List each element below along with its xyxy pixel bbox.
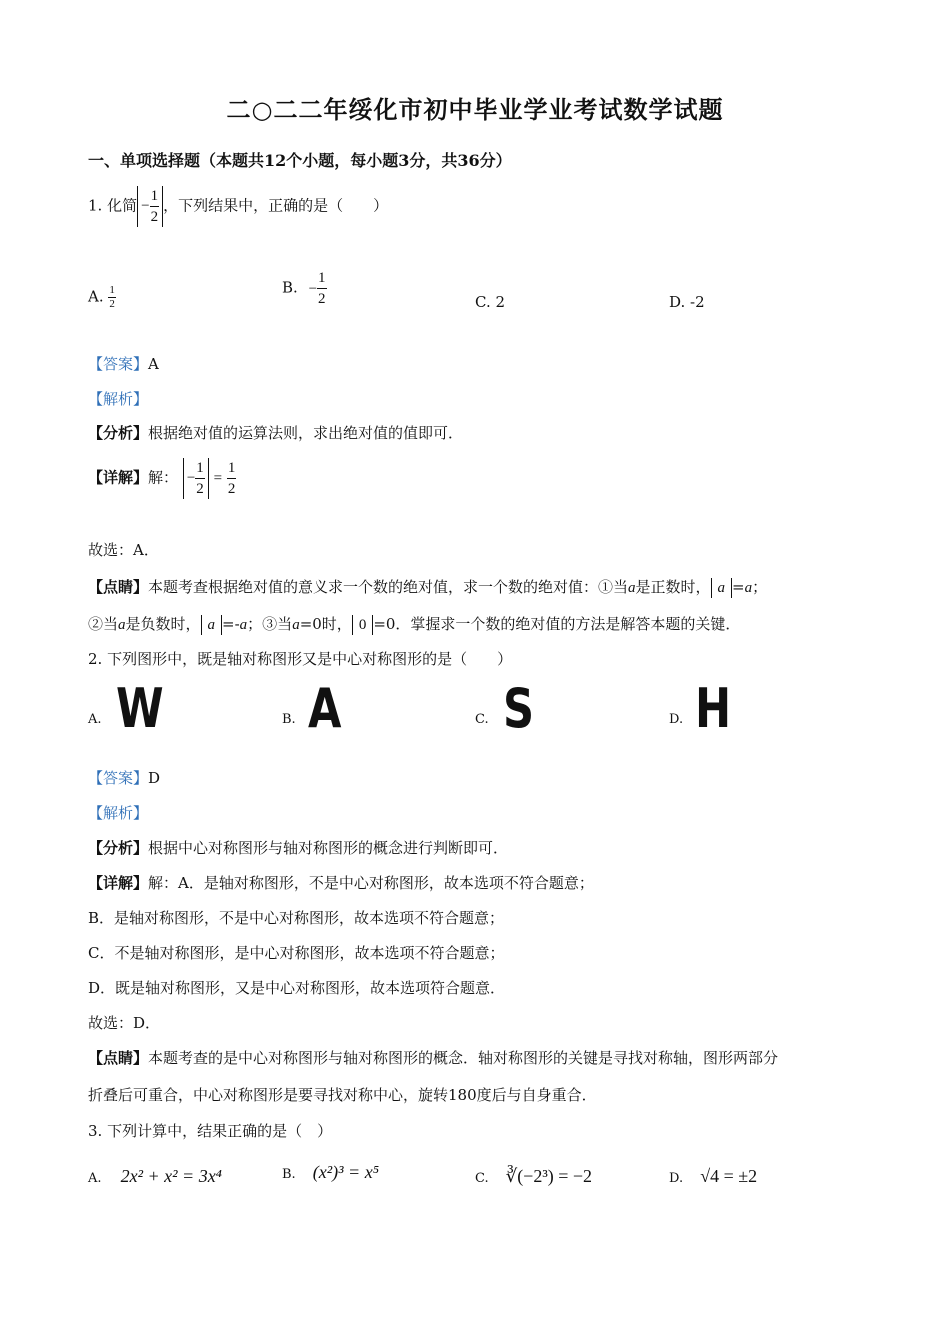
q3-option-d: D. √4 = ±2 xyxy=(669,1166,758,1186)
letter-w-image: W xyxy=(116,677,164,740)
q2-line-b: B．是轴对称图形，不是中心对称图形，故本选项不符合题意； xyxy=(88,909,505,927)
abs-value-expression: − $\frac{1}{2}$ xyxy=(137,186,163,227)
q3-option-a: A. 2x² + x² = 3x⁴ xyxy=(88,1166,222,1186)
q2-answer: 【答案】D xyxy=(88,769,161,787)
q1-analysis-tag: 【解析】 xyxy=(88,390,149,408)
question-1-stem: 1. 化简 − $\frac{1}{2}$ ，下列结果中，正确的是（ ） xyxy=(88,188,389,225)
q2-detail: 【详解】解：A．是轴对称图形，不是中心对称图形，故本选项不符合题意； xyxy=(88,874,594,892)
letter-h-image: H xyxy=(695,677,732,740)
section-heading: 一、单项选择题（本题共12个小题，每小题3分，共36分） xyxy=(88,151,512,170)
q3-option-c: C. ∛(−2³) = −2 xyxy=(475,1166,593,1186)
letter-a-image: A xyxy=(308,677,342,740)
q2-guxuan: 故选：D． xyxy=(88,1014,161,1032)
document-title: 二○二二年绥化市初中毕业学业考试数学试题 xyxy=(226,95,724,124)
q1-detail: 【详解】解： − $\frac{1}{2}$ = $\frac{1}{2}$ xyxy=(88,460,236,497)
q1-guxuan: 故选：A． xyxy=(88,541,159,559)
q1-option-a: A. $\frac{1}{2}$ xyxy=(88,284,115,310)
q2-line-d: D．既是轴对称图形，又是中心对称图形，故本选项符合题意． xyxy=(88,979,506,997)
q1-option-c: C. 2 xyxy=(475,293,506,311)
q1-option-d: D. -2 xyxy=(669,293,705,311)
q1-dianjing-line1: 【点睛】本题考查根据绝对值的意义求一个数的绝对值，求一个数的绝对值：①当a是正数时， a =a； xyxy=(88,578,768,596)
q3-option-b: B. (x²)³ = x⁵ xyxy=(282,1162,379,1182)
q1-option-b: B. − $\frac{1}{2}$ xyxy=(282,270,326,307)
q2-line-c: C．不是轴对称图形，是中心对称图形，故本选项不符合题意； xyxy=(88,944,505,962)
q1-answer: 【答案】A xyxy=(88,355,159,373)
question-3-stem: 3. 下列计算中，结果正确的是（ ） xyxy=(88,1122,333,1140)
q2-dianjing-line1: 【点睛】本题考查的是中心对称图形与轴对称图形的概念．轴对称图形的关键是寻找对称轴，图形两部分 xyxy=(88,1049,779,1067)
q2-fenxi: 【分析】根据中心对称图形与轴对称图形的概念进行判断即可． xyxy=(88,839,509,857)
q2-analysis-tag: 【解析】 xyxy=(88,804,149,822)
q2-dianjing-line2: 折叠后可重合，中心对称图形是要寻找对称中心，旋转180度后与自身重合． xyxy=(88,1086,597,1104)
letter-s-image: S xyxy=(503,677,535,740)
q1-fenxi: 【分析】根据绝对值的运算法则，求出绝对值的值即可． xyxy=(88,424,464,442)
q1-dianjing-line2: ②当a是负数时， a =-a；③当a=0时， 0 =0．掌握求一个数的绝对值的方法是解答本题的关键． xyxy=(88,615,741,633)
question-2-stem: 2. 下列图形中，既是轴对称图形又是中心对称图形的是（ ） xyxy=(88,650,513,668)
